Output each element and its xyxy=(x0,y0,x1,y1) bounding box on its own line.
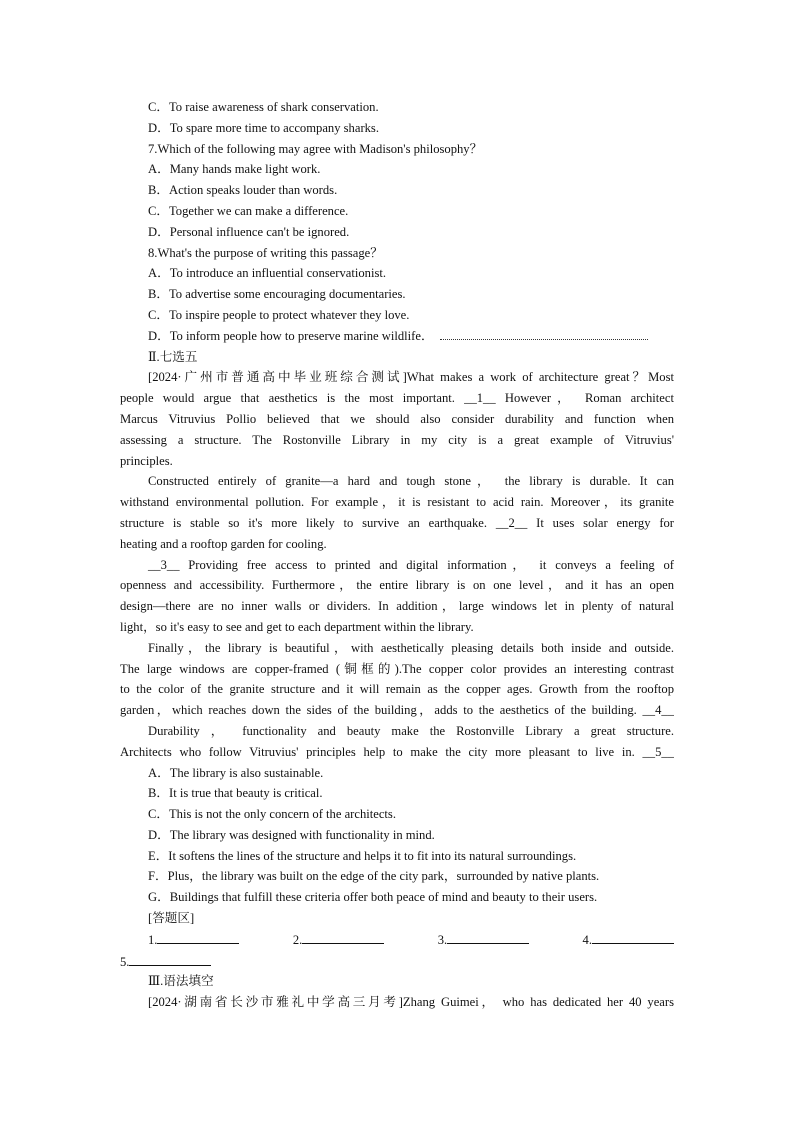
q6-option-d: D．To spare more time to accompany sharks. xyxy=(148,120,379,135)
option-a: A．The library is also sustainable. xyxy=(148,765,324,780)
q6-option-c: C．To raise awareness of shark conservation. xyxy=(148,100,379,114)
passage-p4-line4: garden，which reaches down the sides of the building，adds to the aesthetics of the building. __4__ xyxy=(120,703,674,718)
q8-option-d-row xyxy=(120,326,674,347)
answer-slot-4[interactable]: 4. xyxy=(583,929,674,951)
passage-p4-line1: Finally，the library is beautiful，with aesthetically pleasing details both inside and outside. xyxy=(148,640,674,655)
passage-p5-line1: Durability ， functionality and beauty make the Rostonville Library a great structure. xyxy=(148,723,674,738)
option-f: F．Plus，the library was built on the edge of the city park，surrounded by native plants. xyxy=(148,869,600,884)
passage-p1-line2: people would argue that aesthetics is the most important. __1__ However， Roman architect xyxy=(120,391,674,406)
q8-option-b: B．To advertise some encouraging documentaries. xyxy=(148,287,406,302)
q8-option-a: A．To introduce an influential conservationist. xyxy=(148,266,386,281)
passage-p1-line1: [2024·广州市普通高中毕业班综合测试]What makes a work of architecture great？Most xyxy=(148,370,674,385)
answer-blank-4[interactable] xyxy=(592,929,674,944)
q7-option-d: D．Personal influence can't be ignored. xyxy=(148,224,350,239)
answer-slot-3[interactable]: 3. xyxy=(438,929,529,951)
answer-slot-2[interactable]: 2. xyxy=(293,929,384,951)
answer-blank-1[interactable] xyxy=(157,929,239,944)
option-g: G．Buildings that fulfill these criteria offer both peace of mind and beauty to their users. xyxy=(148,890,598,905)
option-b: B．It is true that beauty is critical. xyxy=(148,786,323,801)
option-e: E．It softens the lines of the structure and helps it to fit into its natural surroundings. xyxy=(148,848,577,863)
passage-p4-line2: The large windows are copper-framed (铜框的).The copper color provides an interesting contrast xyxy=(120,661,674,676)
q7-option-b: B．Action speaks louder than words. xyxy=(148,183,338,198)
section2-heading: Ⅱ.七选五 xyxy=(148,349,198,364)
q7-option-a: A．Many hands make light work. xyxy=(148,162,321,177)
answer-row xyxy=(120,929,674,951)
q8-option-c: C．To inspire people to protect whatever they love. xyxy=(148,307,410,322)
q7-stem: 7.Which of the following may agree with Madison's philosophy？ xyxy=(148,141,483,156)
option-d: D．The library was designed with functionality in mind. xyxy=(148,827,435,842)
section3-heading: Ⅲ.语法填空 xyxy=(148,974,214,989)
passage-p3-line2: openness and accessibility. Furthermore，the entire library is on one level，and it has an open xyxy=(120,578,674,593)
passage-p1-line5: principles. xyxy=(120,453,173,468)
section3-intro: [2024·湖南省长沙市雅礼中学高三月考]Zhang Guimei， who has dedicated her 40 years xyxy=(148,995,674,1010)
passage-p5-line2: Architects who follow Vitruvius' principles help to make the city more pleasant to live in. __5__ xyxy=(120,744,674,759)
passage-p4-line3: to the color of the granite structure and it will remain as the copper ages. Growth from the rooftop xyxy=(120,682,674,697)
answer-blank-3[interactable] xyxy=(447,929,529,944)
passage-p1-line3: Marcus Vitruvius Pollio believed that we should also consider durability and function when xyxy=(120,411,674,426)
dotted-separator xyxy=(440,329,648,340)
q8-option-d: D．To inform people how to preserve marine wildlife． xyxy=(148,328,434,343)
answer-area-heading: [答题区] xyxy=(148,911,195,926)
passage-p3-line3: design—there are no inner walls or dividers. In addition，large windows let in plenty of natural xyxy=(120,599,674,614)
answer-blank-2[interactable] xyxy=(302,929,384,944)
q7-option-c: C．Together we can make a difference. xyxy=(148,203,349,218)
passage-p3-line4: light，so it's easy to see and get to each department within the library. xyxy=(120,619,474,634)
answer-slot-1[interactable]: 1. xyxy=(148,929,239,951)
passage-p2-line3: structure is stable so it's more likely to survive an earthquake. __2__ It uses solar energy for xyxy=(120,515,674,530)
passage-p1-line4: assessing a structure. The Rostonville Library in my city is a great example of Vitruvius' xyxy=(120,432,674,447)
worksheet-page xyxy=(120,97,674,1013)
passage-p2-line2: withstand environmental pollution. For example，it is resistant to acid rain. Moreover，its granite xyxy=(120,495,674,510)
answer-slot-5[interactable]: 5. xyxy=(120,951,674,972)
q8-stem: 8.What's the purpose of writing this passage？ xyxy=(148,245,383,260)
answer-blank-5[interactable] xyxy=(129,951,211,966)
option-c: C．This is not the only concern of the architects. xyxy=(148,807,396,822)
passage-p3-line1: __3__ Providing free access to printed and digital information， it conveys a feeling of xyxy=(148,557,674,572)
passage-p2-line4: heating and a rooftop garden for cooling. xyxy=(120,536,327,551)
passage-p2-line1: Constructed entirely of granite—a hard and tough stone， the library is durable. It can xyxy=(148,474,674,489)
